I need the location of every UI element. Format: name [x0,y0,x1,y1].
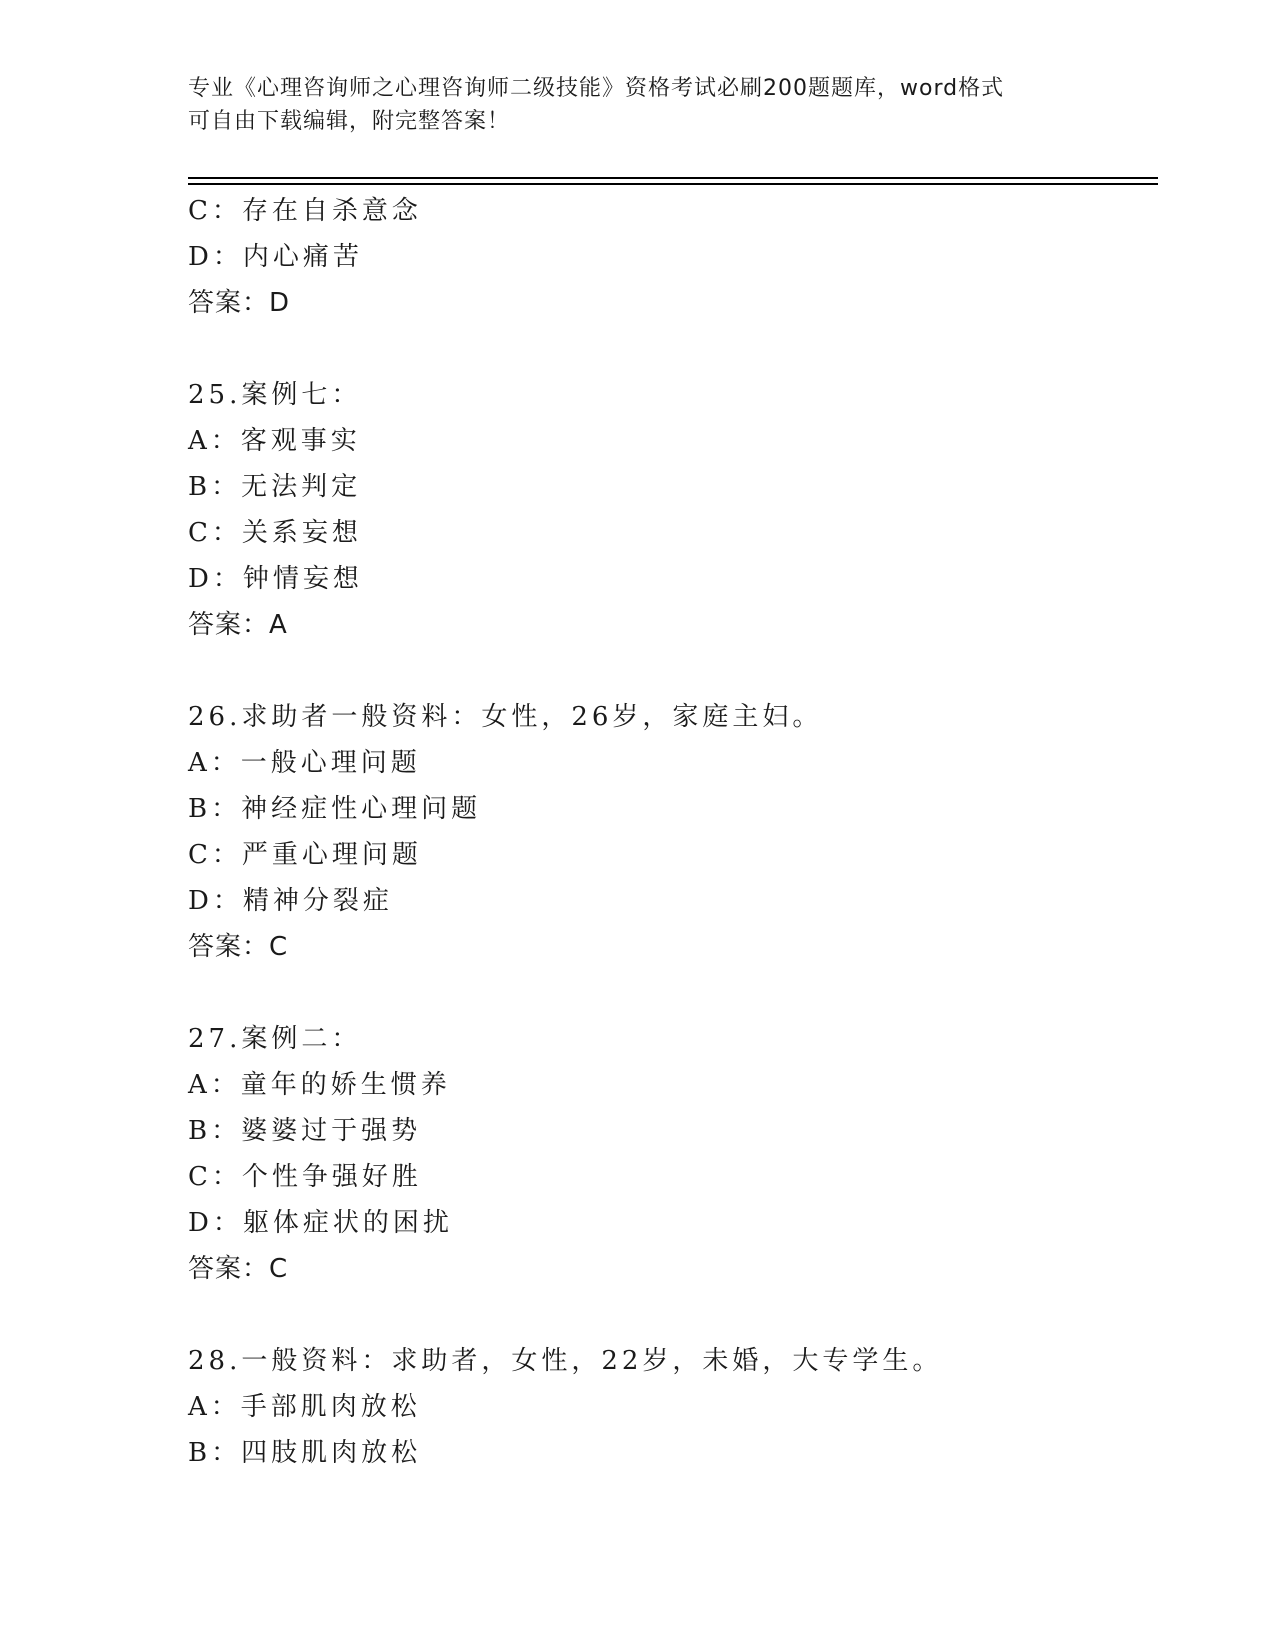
option-c: C：关系妄想 [188,518,362,548]
header-rule-bottom [188,183,1158,185]
option-c: C：存在自杀意念 [188,196,422,226]
option-d: D：躯体症状的困扰 [188,1208,453,1238]
spacer [188,648,1158,694]
option-b: B：无法判定 [188,472,362,502]
header-line-1: 专业《心理咨询师之心理咨询师二级技能》资格考试必刷200题题库，word格式 [188,76,1005,101]
answer-line: 答案：A [188,610,288,640]
spacer [188,1292,1158,1338]
header-line-2: 可自由下载编辑，附完整答案！ [188,109,511,134]
answer-line: 答案：C [188,1254,289,1284]
option-a: A：客观事实 [188,426,361,456]
option-b: B：婆婆过于强势 [188,1116,422,1146]
question-title: 26.求助者一般资料：女性，26岁，家庭主妇。 [188,702,823,732]
option-b: B：神经症性心理问题 [188,794,482,824]
option-b: B：四肢肌肉放松 [188,1438,422,1468]
option-a: A：童年的娇生惯养 [188,1070,451,1100]
answer-line: 答案：C [188,932,289,962]
question-list [188,188,1158,1476]
question-title: 28.一般资料：求助者，女性，22岁，未婚，大专学生。 [188,1346,943,1376]
answer-line: 答案：D [188,288,291,318]
document-header [188,72,1088,138]
option-d: D：钟情妄想 [188,564,363,594]
header-rule-top [188,177,1158,179]
question-title: 27.案例二： [188,1024,362,1054]
question-title: 25.案例七： [188,380,362,410]
option-d: D：精神分裂症 [188,886,393,916]
spacer [188,970,1158,1016]
option-c: C：个性争强好胜 [188,1162,422,1192]
option-c: C：严重心理问题 [188,840,422,870]
spacer [188,326,1158,372]
option-d: D：内心痛苦 [188,242,363,272]
option-a: A：一般心理问题 [188,748,421,778]
option-a: A：手部肌肉放松 [188,1392,421,1422]
